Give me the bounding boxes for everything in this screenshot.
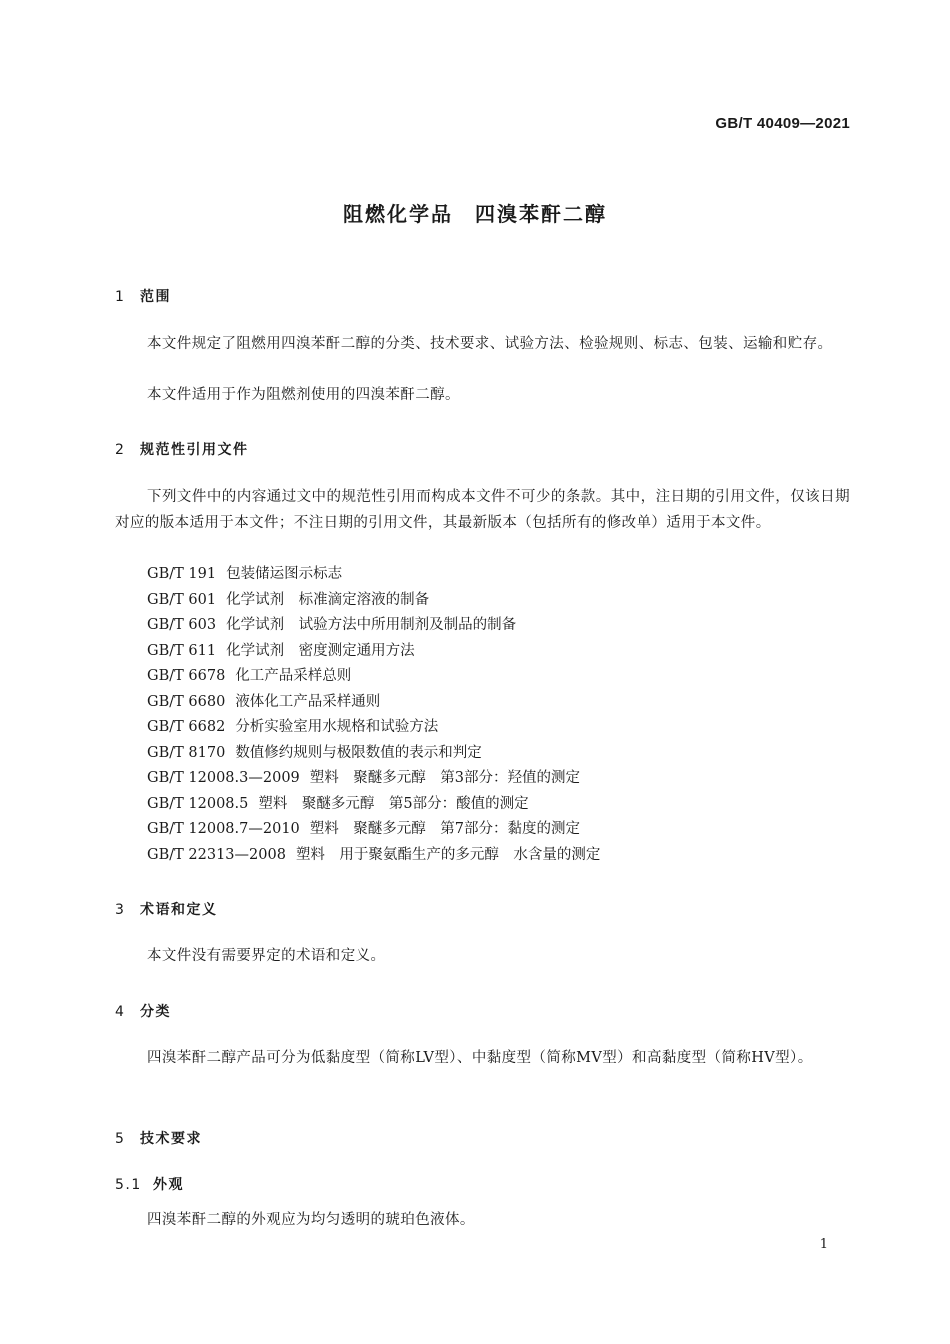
section-4-heading: [115, 1001, 171, 1021]
reference-item: [147, 639, 600, 665]
reference-title: 化工产品采样总则: [235, 668, 352, 684]
reference-title: 塑料 聚醚多元醇 第7部分：黏度的测定: [309, 821, 581, 837]
section-number: 3: [115, 902, 126, 918]
reference-item: [147, 613, 600, 639]
section-title: 规范性引用文件: [140, 442, 249, 458]
reference-title: 数值修约规则与极限数值的表示和判定: [235, 744, 482, 761]
reference-title: 化学试剂 密度测定通用方法: [226, 642, 415, 659]
reference-item: [147, 690, 600, 716]
reference-item: [147, 715, 600, 741]
subsection-5-1-paragraph-1: 四溴苯酐二醇的外观应为均匀透明的琥珀色液体。: [147, 1212, 475, 1228]
section-1-heading: [115, 286, 171, 306]
section-1-paragraph-1: 本文件规定了阻燃用四溴苯酐二醇的分类、技术要求、试验方法、检验规则、标志、包装、运输和贮存。: [147, 336, 833, 352]
section-number: 1: [115, 289, 126, 305]
reference-title: 分析实验室用水规格和试验方法: [235, 719, 439, 735]
reference-item: [147, 843, 600, 869]
reference-code: GB/T 6680: [147, 693, 226, 710]
reference-item: [147, 792, 600, 818]
section-5-heading: [115, 1128, 202, 1148]
reference-code: GB/T 611: [147, 642, 217, 659]
reference-item: [147, 664, 600, 690]
subsection-5-1-heading: [115, 1174, 184, 1194]
reference-item: [147, 766, 600, 792]
section-3-heading: [115, 899, 218, 919]
section-number: 4: [115, 1004, 126, 1020]
section-number: 2: [115, 442, 126, 458]
reference-code: GB/T 603: [147, 617, 217, 633]
reference-item: [147, 588, 600, 614]
reference-title: 塑料 聚醚多元醇 第5部分：酸值的测定: [258, 795, 529, 812]
reference-code: GB/T 12008.5: [147, 795, 249, 812]
section-4-paragraph-1: 四溴苯酐二醇产品可分为低黏度型（简称LV型）、中黏度型（简称MV型）和高黏度型（简称HV型）。: [147, 1050, 813, 1066]
reference-item: [147, 562, 600, 588]
reference-title: 包装储运图示标志: [226, 566, 343, 582]
section-title: 分类: [140, 1004, 171, 1020]
reference-code: GB/T 6682: [147, 719, 226, 735]
reference-item: [147, 817, 600, 843]
section-2-paragraph-1: 下列文件中的内容通过文中的规范性引用而构成本文件不可少的条款。其中，注日期的引用文件，仅该日期对应的版本适用于本文件；不注日期的引用文件，其最新版本（包括所有的修改单）适用于本文件。: [115, 489, 850, 531]
section-number: 5: [115, 1131, 126, 1147]
subsection-number: 5.1: [115, 1177, 142, 1193]
reference-title: 塑料 用于聚氨酯生产的多元醇 水含量的测定: [295, 846, 601, 863]
section-title: 范围: [140, 289, 171, 305]
section-1-paragraph-2: 本文件适用于作为阻燃剂使用的四溴苯酐二醇。: [147, 387, 460, 403]
reference-title: 塑料 聚醚多元醇 第3部分：羟值的测定: [309, 770, 581, 786]
page-number: 1: [819, 1237, 828, 1252]
section-title: 技术要求: [140, 1131, 202, 1147]
section-title: 术语和定义: [140, 902, 218, 918]
section-2-heading: [115, 439, 249, 459]
subsection-title: 外观: [153, 1177, 184, 1193]
reference-code: GB/T 601: [147, 591, 217, 608]
section-3-paragraph-1: 本文件没有需要界定的术语和定义。: [147, 948, 386, 964]
reference-code: GB/T 6678: [147, 668, 226, 684]
reference-item: [147, 741, 600, 767]
reference-title: 化学试剂 标准滴定溶液的制备: [226, 591, 430, 608]
reference-code: GB/T 22313—2008: [147, 846, 286, 863]
reference-title: 化学试剂 试验方法中所用制剂及制品的制备: [226, 617, 517, 633]
reference-code: GB/T 12008.7—2010: [147, 821, 300, 837]
reference-title: 液体化工产品采样通则: [235, 693, 381, 710]
reference-code: GB/T 191: [147, 566, 217, 582]
reference-code: GB/T 8170: [147, 744, 226, 761]
reference-code: GB/T 12008.3—2009: [147, 770, 300, 786]
normative-references-list: [147, 562, 600, 868]
document-title: 阻燃化学品 四溴苯酐二醇: [343, 202, 607, 226]
standard-code: GB/T 40409—2021: [715, 115, 850, 132]
